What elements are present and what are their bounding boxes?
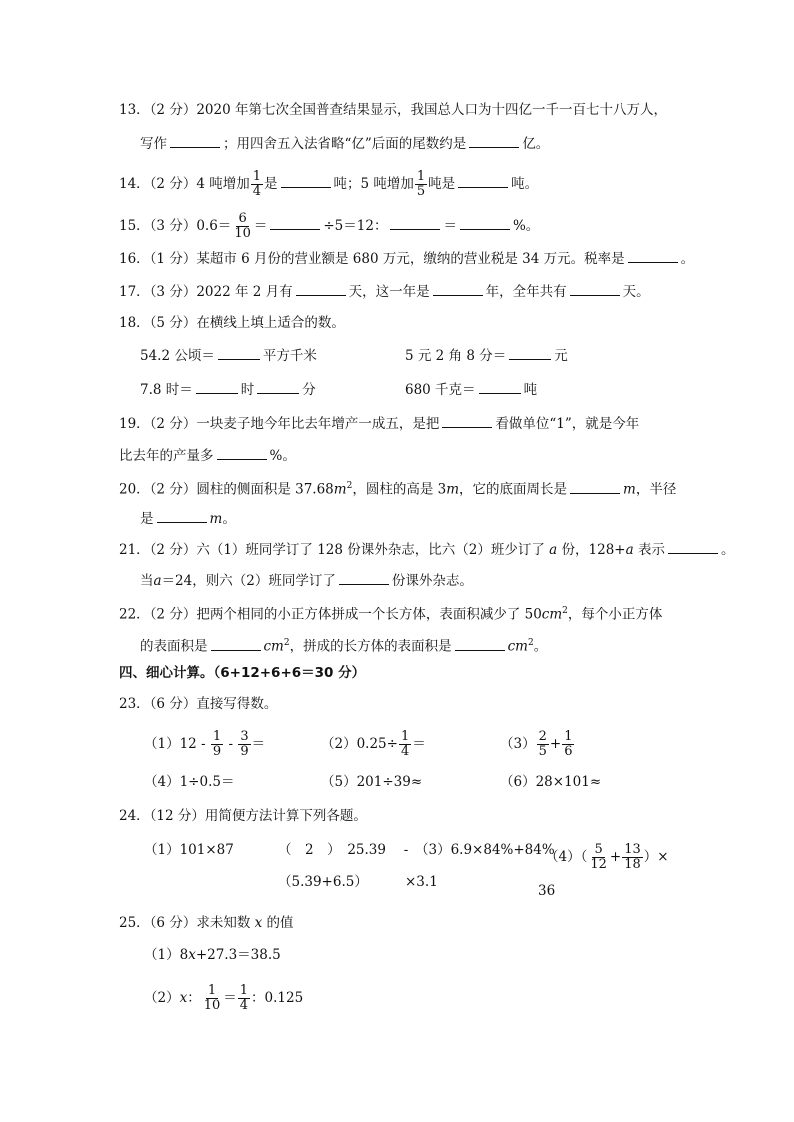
fraction: $\frac{1}{4}$ bbox=[239, 983, 249, 1013]
answer-blank[interactable] bbox=[458, 173, 508, 188]
answer-blank[interactable] bbox=[460, 215, 510, 230]
question-23-item3: （3） $\frac{2}{5}$ + $\frac{1}{6}$ bbox=[500, 729, 573, 759]
question-24-item3-line2: ×3.1 bbox=[405, 874, 438, 890]
answer-blank[interactable] bbox=[390, 215, 440, 230]
question-23-item1: （1）12 - $\frac{1}{9}$ - $\frac{3}{9}$ ＝ bbox=[144, 729, 266, 759]
answer-blank[interactable] bbox=[433, 281, 483, 296]
answer-blank[interactable] bbox=[270, 215, 320, 230]
answer-blank[interactable] bbox=[339, 570, 389, 585]
answer-blank[interactable] bbox=[218, 345, 260, 360]
fraction: $\frac{1}{6}$ bbox=[564, 729, 573, 759]
question-13: 13．（2 分）2020 年第七次全国普查结果显示，我国总人口为十四亿一千一百七十八万人， bbox=[119, 102, 667, 118]
answer-blank[interactable] bbox=[570, 281, 620, 296]
answer-blank[interactable] bbox=[211, 636, 261, 651]
answer-blank[interactable] bbox=[157, 508, 207, 523]
answer-blank[interactable] bbox=[281, 173, 331, 188]
fraction: $\frac{1}{10}$ bbox=[203, 983, 221, 1013]
answer-blank[interactable] bbox=[170, 133, 220, 148]
question-14: 14．（2 分）4 吨增加 $\frac{1}{4}$ 是 吨；5 吨增加 $\frac{1}{5}$ 吨是 吨。 bbox=[119, 169, 539, 199]
score: （2 分） bbox=[149, 102, 197, 118]
question-24-item1: （1）101×87 bbox=[144, 842, 234, 858]
question-24-item2-line2: （5.39+6.5） bbox=[278, 874, 368, 890]
answer-blank[interactable] bbox=[509, 345, 551, 360]
question-number: 13． bbox=[119, 102, 150, 118]
fraction: $\frac{2}{5}$ bbox=[538, 729, 547, 759]
answer-blank[interactable] bbox=[257, 379, 299, 394]
question-23-item2: （2）0.25÷ $\frac{1}{4}$ ＝ bbox=[321, 729, 426, 759]
answer-blank[interactable] bbox=[570, 479, 620, 494]
question-25: 25．（6 分）求未知数 x 的值 bbox=[119, 915, 294, 931]
question-17: 17．（3 分）2022 年 2 月有 天，这一年是 年，全年共有 天。 bbox=[119, 281, 650, 302]
answer-blank[interactable] bbox=[479, 379, 521, 394]
answer-blank[interactable] bbox=[217, 445, 267, 460]
question-16: 16．（1 分）某超市 6 月份的营业额是 680 万元，缴纳的营业税是 34 万元。税率是 。 bbox=[119, 248, 694, 269]
question-21: 21．（2 分）六（1）班同学订了 128 份课外杂志，比六（2）班少订了 a 份，128+a 表示 。 bbox=[119, 539, 734, 560]
question-24-item2: （ 2 ） 25.39 - bbox=[278, 842, 409, 858]
question-13-line2: 写作 ；用四舍五入法省略“亿”后面的尾数约是 亿。 bbox=[140, 133, 549, 154]
section-heading: 四、细心计算。（6+12+6+6＝30 分） bbox=[119, 665, 366, 681]
question-18-row2-left: 7.8 时＝ 时 分 bbox=[140, 379, 316, 400]
question-15: 15．（3 分）0.6＝ $\frac{6}{10}$ ＝ ÷5＝12： ＝ %。 bbox=[119, 211, 540, 241]
question-25-item2: （2）x： $\frac{1}{10}$ ＝ $\frac{1}{4}$ ：0.125 bbox=[144, 983, 304, 1013]
question-24-item3: （3）6.9×84%+84% bbox=[415, 842, 555, 858]
question-23-item6: （6）28×101≈ bbox=[500, 774, 602, 790]
answer-blank[interactable] bbox=[668, 539, 718, 554]
answer-blank[interactable] bbox=[196, 379, 238, 394]
answer-blank[interactable] bbox=[628, 248, 678, 263]
question-23: 23．（6 分）直接写得数。 bbox=[119, 696, 278, 712]
question-24-item4-line2: 36 bbox=[538, 883, 556, 899]
answer-blank[interactable] bbox=[469, 133, 519, 148]
question-21-line2: 当a＝24，则六（2）班同学订了 份课外杂志。 bbox=[140, 570, 473, 591]
question-18-row2-right: 680 千克＝ 吨 bbox=[405, 379, 537, 400]
fraction: $\frac{6}{10}$ bbox=[234, 211, 251, 241]
answer-blank[interactable] bbox=[455, 636, 505, 651]
question-18-row1-right: 5 元 2 角 8 分＝ 元 bbox=[405, 345, 568, 366]
answer-blank[interactable] bbox=[442, 413, 492, 428]
question-24: 24．（12 分）用简便方法计算下列各题。 bbox=[119, 808, 367, 824]
question-19: 19．（2 分）一块麦子地今年比去年增产一成五，是把 看做单位“1”，就是今年 bbox=[119, 413, 639, 434]
fraction: $\frac{1}{5}$ bbox=[416, 169, 426, 199]
answer-blank[interactable] bbox=[296, 281, 346, 296]
question-18: 18．（5 分）在横线上填上适合的数。 bbox=[119, 315, 345, 331]
fraction: $\frac{13}{18}$ bbox=[624, 842, 641, 872]
question-19-line2: 比去年的产量多 %。 bbox=[119, 445, 296, 466]
fraction: $\frac{1}{9}$ bbox=[212, 729, 222, 759]
question-22: 22．（2 分）把两个相同的小正方体拼成一个长方体，表面积减少了 $50cm^2$，每个小正方体 bbox=[119, 606, 663, 623]
question-22-line2: 的表面积是 $cm^2$，拼成的长方体的表面积是 $cm^2$。 bbox=[140, 633, 547, 657]
question-20: 20．（2 分）圆柱的侧面积是 $37.68m^2$，圆柱的高是 3m，它的底面周长是 m，半径 bbox=[119, 476, 676, 500]
question-23-item5: （5）201÷39≈ bbox=[321, 774, 423, 790]
fraction: $\frac{5}{12}$ bbox=[590, 842, 607, 872]
fraction: $\frac{1}{4}$ bbox=[400, 729, 410, 759]
question-24-item4: （4）（ $\frac{5}{12}$ + $\frac{13}{18}$ ）× bbox=[545, 842, 669, 872]
question-23-item4: （4）1÷0.5＝ bbox=[144, 774, 235, 790]
question-25-item1: （1）8x+27.3＝38.5 bbox=[144, 947, 281, 963]
fraction: $\frac{3}{9}$ bbox=[240, 729, 249, 759]
question-18-row1-left: 54.2 公顷＝ 平方千米 bbox=[140, 345, 317, 366]
fraction: $\frac{1}{4}$ bbox=[252, 169, 261, 199]
question-20-line2: 是 m。 bbox=[140, 508, 236, 529]
